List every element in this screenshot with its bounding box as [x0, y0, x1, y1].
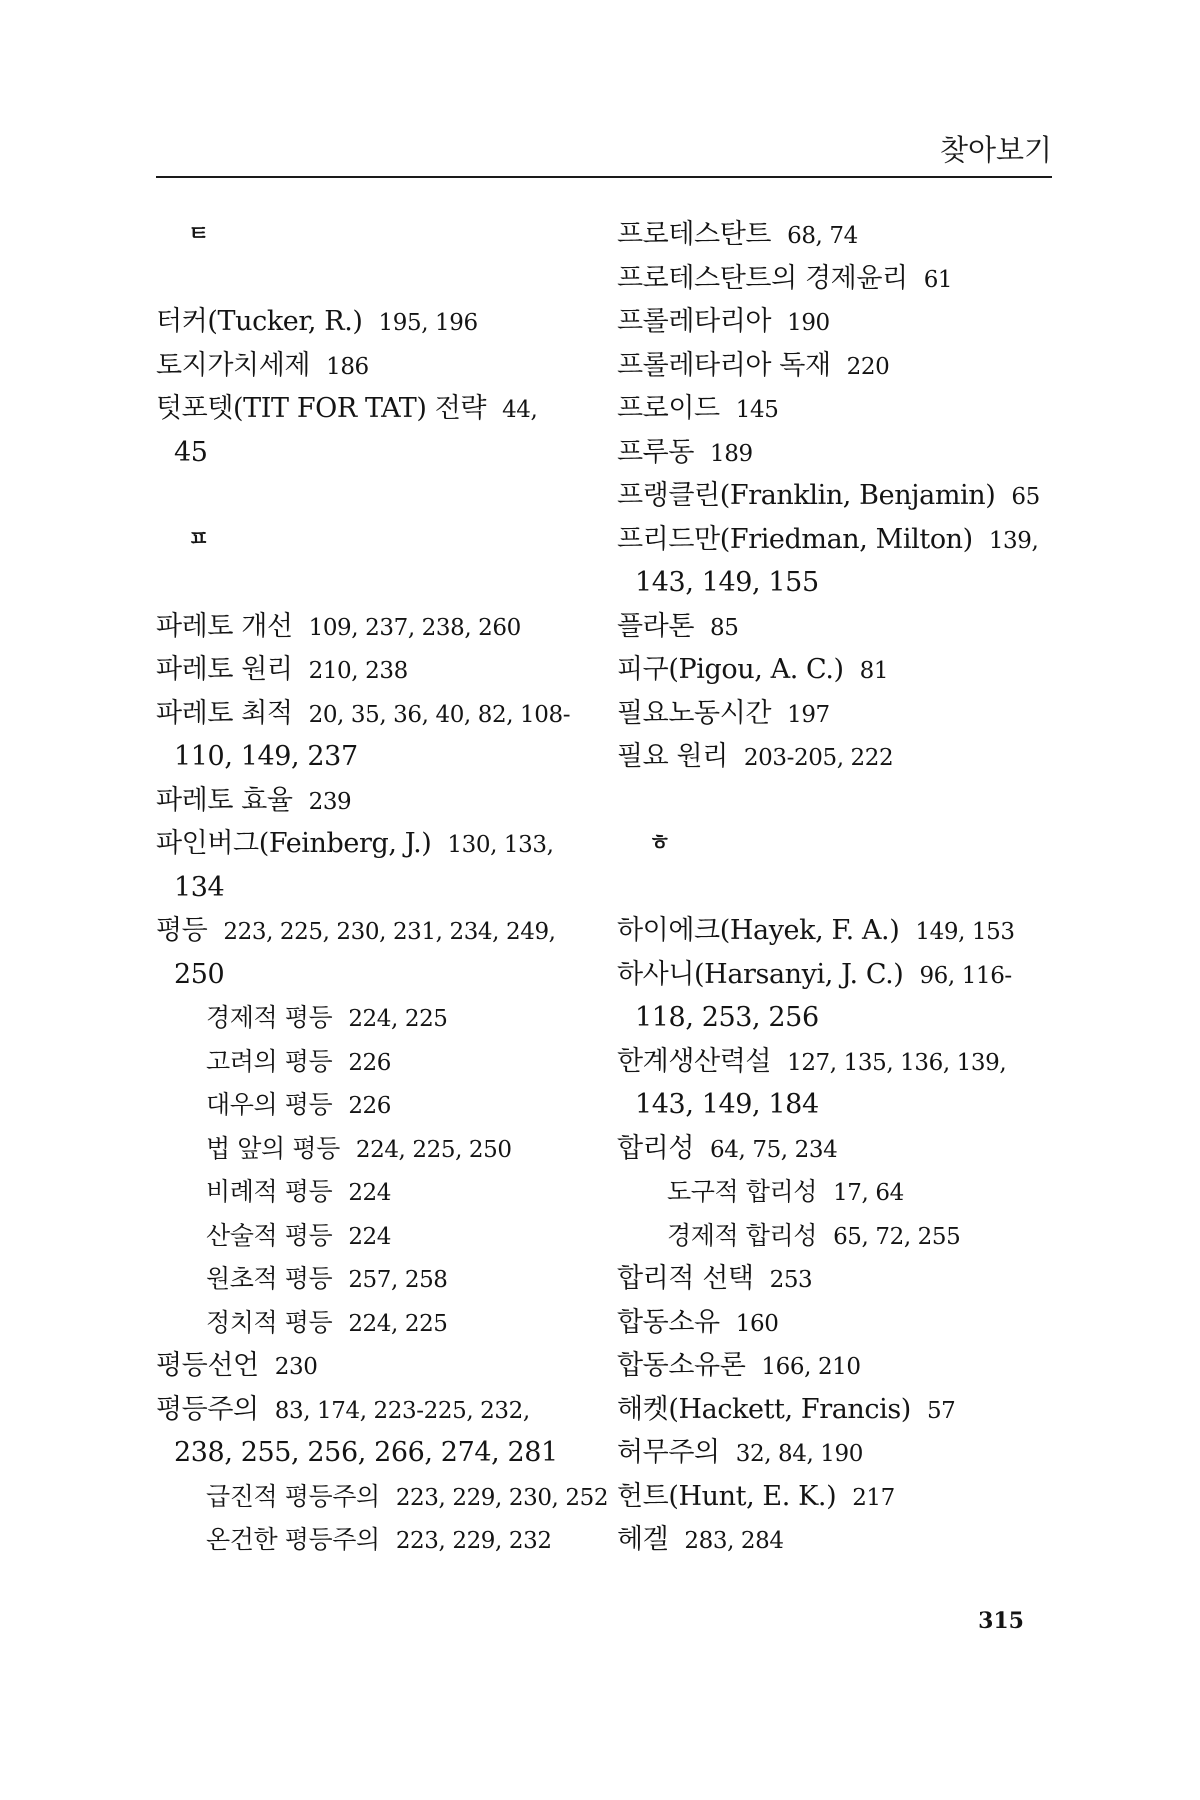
index-pages: 195, 196 [378, 310, 478, 336]
index-entry [156, 1388, 596, 1432]
index-pages: 127, 135, 136, 139, [787, 1049, 1007, 1076]
index-pages: 224, 225 [348, 1310, 448, 1337]
index-term: 파레토 개선 [156, 610, 293, 642]
index-pages: 44, [502, 397, 538, 423]
index-entry [617, 300, 1057, 344]
index-term: 허무주의 [617, 1437, 720, 1468]
index-entry [156, 387, 596, 431]
index-entry [617, 1040, 1057, 1084]
index-subentry [617, 1170, 1057, 1214]
index-term: 하사니(Harsanyi, J. C.) [617, 958, 904, 990]
index-term: 도구적 합리성 [667, 1177, 818, 1206]
index-entry [617, 1518, 1057, 1562]
spacer [156, 257, 596, 301]
index-subentry [156, 1518, 596, 1562]
index-entry [617, 257, 1057, 301]
index-pages: 223, 229, 230, 252 [395, 1484, 609, 1511]
spacer [617, 779, 1057, 823]
index-pages: 217 [852, 1484, 895, 1511]
index-pages: 20, 35, 36, 40, 82, 108- [308, 701, 571, 728]
index-entry-continuation: 238, 255, 256, 266, 274, 281 [174, 1437, 558, 1468]
section-letter: ㅍ [188, 526, 209, 552]
index-term: 파레토 최적 [156, 697, 293, 729]
index-entry-continuation: 110, 149, 237 [174, 741, 358, 772]
index-term: 법 앞의 평등 [206, 1133, 340, 1163]
index-entry [156, 344, 596, 388]
index-entry [617, 387, 1057, 431]
index-term: 비례적 평등 [206, 1177, 333, 1206]
index-term: 파레토 원리 [156, 654, 293, 685]
index-term: 파레토 효율 [156, 784, 293, 816]
index-entry [156, 648, 596, 692]
index-term: 한계생산력설 [617, 1045, 772, 1077]
index-pages: 186 [326, 353, 369, 380]
index-term: 프롤레타리아 독재 [617, 349, 831, 381]
index-entry [617, 1431, 1057, 1475]
index-term: 플라톤 [617, 610, 695, 642]
index-term: 파인버그(Feinberg, J.) [156, 828, 432, 859]
index-entry [617, 1388, 1057, 1432]
index-pages: 189 [710, 440, 753, 467]
index-pages: 224, 225 [348, 1006, 448, 1032]
header-rule [156, 176, 1052, 178]
index-pages: 224 [348, 1180, 392, 1206]
index-entry [156, 300, 596, 344]
index-pages: 203-205, 222 [743, 745, 894, 771]
index-entry [617, 909, 1057, 953]
index-entry [156, 605, 596, 649]
index-term: 평등선언 [156, 1350, 259, 1381]
index-entry [617, 344, 1057, 388]
index-pages: 145 [735, 397, 779, 423]
index-pages: 65, 72, 255 [833, 1223, 961, 1250]
index-term: 텃포텟(TIT FOR TAT) 전략 [156, 393, 487, 424]
index-subentry [156, 1127, 596, 1171]
index-pages: 68, 74 [787, 223, 858, 249]
index-pages: 57 [926, 1397, 956, 1424]
spacer [617, 866, 1057, 910]
index-term: 정치적 평등 [206, 1307, 333, 1337]
index-pages: 83, 174, 223-225, 232, [274, 1397, 530, 1424]
index-term: 합동소유 [617, 1306, 720, 1338]
index-entry [156, 692, 596, 736]
index-column-right [617, 213, 1057, 1562]
index-term: 산술적 평등 [206, 1220, 333, 1250]
index-term: 헌트(Hunt, E. K.) [617, 1480, 837, 1512]
index-term: 평등 [156, 915, 208, 946]
index-term: 경제적 합리성 [667, 1220, 818, 1250]
index-subentry [156, 996, 596, 1040]
index-subentry [156, 1475, 609, 1519]
index-term: 필요노동시간 [617, 697, 772, 729]
index-entry-continuation: 143, 149, 184 [635, 1089, 819, 1120]
index-pages: 220 [846, 353, 890, 380]
spacer [156, 474, 596, 518]
index-entry-continuation: 143, 149, 155 [635, 567, 819, 598]
index-pages: 197 [787, 701, 830, 728]
index-entry-continuation: 134 [174, 871, 225, 903]
index-term: 프로이드 [617, 393, 720, 424]
index-entry [617, 1127, 1057, 1171]
index-entry [617, 431, 1057, 475]
index-entry [617, 648, 1057, 692]
index-subentry [156, 1040, 596, 1084]
index-term: 하이에크(Hayek, F. A.) [617, 915, 900, 946]
index-pages: 96, 116- [919, 962, 1012, 989]
index-pages: 223, 229, 232 [395, 1528, 552, 1554]
index-term: 프루동 [617, 436, 695, 468]
index-entry [156, 909, 596, 953]
index-pages: 85 [710, 614, 739, 641]
index-term: 원초적 평등 [206, 1264, 333, 1293]
index-entry [617, 213, 1057, 257]
index-subentry [156, 1214, 596, 1258]
index-entry [617, 692, 1057, 736]
index-entry-continuation: 250 [174, 958, 225, 990]
index-pages: 109, 237, 238, 260 [308, 614, 521, 641]
index-subentry [156, 1083, 596, 1127]
index-term: 평등주의 [156, 1393, 259, 1425]
index-pages: 149, 153 [915, 919, 1015, 945]
index-entry [617, 1475, 1057, 1519]
index-term: 터커(Tucker, R.) [156, 306, 363, 337]
index-term: 고려의 평등 [206, 1046, 333, 1076]
index-pages: 166, 210 [761, 1354, 861, 1380]
index-entry [156, 779, 596, 823]
index-entry [617, 953, 1057, 997]
running-header-title: 찾아보기 [939, 133, 1052, 167]
index-subentry [617, 1214, 1057, 1258]
index-pages: 139, [988, 527, 1039, 554]
index-term: 합리성 [617, 1132, 695, 1164]
index-pages: 226 [348, 1049, 392, 1076]
index-term: 프리드만(Friedman, Milton) [617, 523, 973, 555]
index-entry [617, 605, 1057, 649]
index-entry [617, 1301, 1057, 1345]
index-pages: 190 [787, 310, 830, 336]
index-term: 프로테스탄트의 경제윤리 [617, 262, 908, 294]
index-entry [617, 474, 1057, 518]
index-entry [156, 822, 596, 866]
index-term: 프롤레타리아 [617, 306, 772, 337]
index-pages: 224, 225, 250 [355, 1136, 512, 1163]
section-letter: ㅎ [649, 831, 670, 856]
index-pages: 226 [348, 1093, 392, 1119]
index-column-left [156, 213, 609, 1562]
index-pages: 64, 75, 234 [710, 1136, 838, 1163]
index-subentry [156, 1301, 596, 1345]
index-term: 프랭클린(Franklin, Benjamin) [617, 480, 996, 511]
index-term: 토지가치세제 [156, 349, 311, 381]
index-pages: 224 [348, 1223, 392, 1250]
index-pages: 239 [308, 788, 352, 815]
index-entry [617, 518, 1057, 562]
index-term: 대우의 평등 [206, 1090, 333, 1119]
index-entry-continuation: 45 [174, 436, 208, 468]
index-entry [156, 1344, 596, 1388]
index-term: 경제적 평등 [206, 1003, 333, 1032]
section-letter: ㅌ [188, 222, 209, 247]
index-subentry [156, 1170, 596, 1214]
index-pages: 257, 258 [348, 1267, 448, 1293]
index-pages: 130, 133, [447, 832, 554, 858]
spacer [156, 561, 596, 605]
index-term: 합동소유론 [617, 1350, 746, 1381]
page-number: 315 [978, 1608, 1024, 1634]
index-subentry [156, 1257, 596, 1301]
index-pages: 283, 284 [684, 1528, 784, 1554]
index-pages: 230 [274, 1354, 318, 1380]
index-term: 피구(Pigou, A. C.) [617, 654, 844, 685]
index-pages: 65 [1011, 484, 1040, 510]
index-pages: 160 [735, 1310, 779, 1337]
index-term: 온건한 평등주의 [206, 1525, 380, 1554]
index-pages: 253 [769, 1267, 813, 1293]
index-term: 필요 원리 [617, 741, 728, 772]
index-entry [617, 1257, 1057, 1301]
index-entry-continuation: 118, 253, 256 [635, 1002, 819, 1033]
index-pages: 17, 64 [833, 1180, 904, 1206]
index-entry [617, 1344, 1057, 1388]
index-pages: 61 [923, 266, 953, 293]
index-term: 프로테스탄트 [617, 219, 772, 250]
index-term: 해켓(Hackett, Francis) [617, 1393, 911, 1425]
index-pages: 81 [859, 658, 889, 684]
index-entry [617, 735, 1057, 779]
index-term: 합리적 선택 [617, 1263, 754, 1294]
index-term: 급진적 평등주의 [206, 1481, 380, 1511]
index-pages: 210, 238 [308, 658, 408, 684]
index-term: 헤겔 [617, 1524, 669, 1555]
index-pages: 32, 84, 190 [735, 1441, 864, 1467]
index-pages: 223, 225, 230, 231, 234, 249, [223, 919, 556, 945]
